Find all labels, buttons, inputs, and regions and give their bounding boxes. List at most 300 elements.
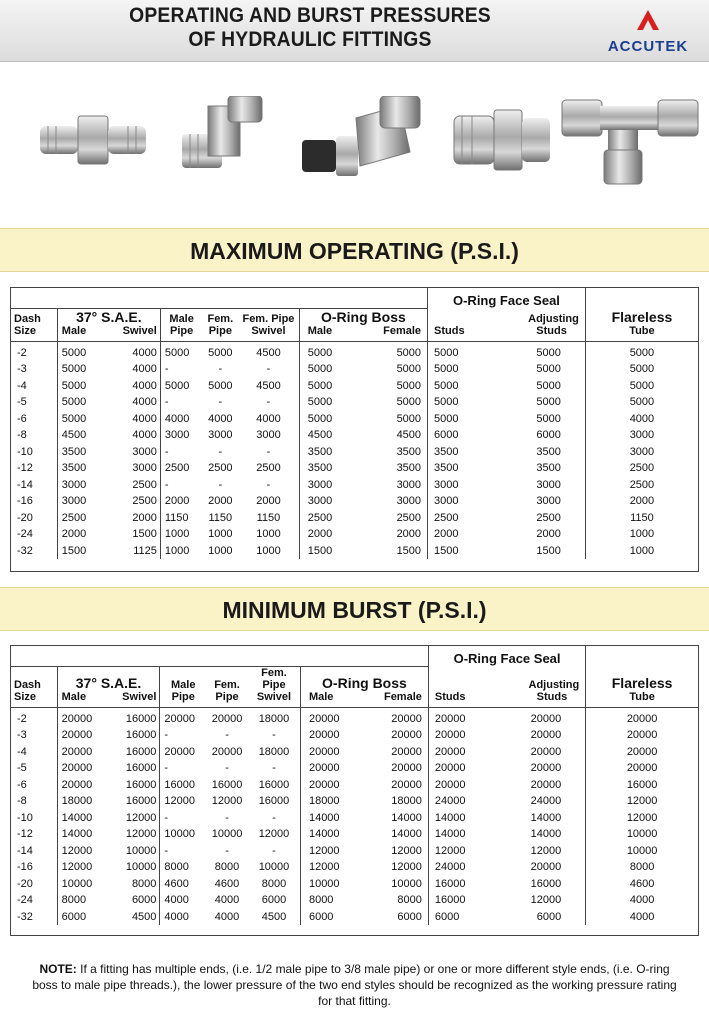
cell-face-seal-adjusting-studs: 20000 — [530, 861, 562, 874]
cell-flareless-tube: 5000 — [585, 342, 698, 362]
male-pipe-header-top: Male — [160, 308, 202, 325]
cell-oring-boss-female: 3500 — [396, 462, 422, 475]
cell-oring-boss-male: 14000 — [300, 810, 357, 827]
cell-fem-pipe: - — [218, 478, 223, 491]
sae-male-header: Male — [57, 325, 101, 342]
cell-oring-boss-female: 14000 — [391, 811, 422, 824]
burst-banner: MINIMUM BURST (P.S.I.) — [0, 587, 709, 631]
tee-fitting — [560, 92, 700, 188]
cell-male-pipe: - — [160, 760, 206, 777]
cell-male-pipe: 5000 — [160, 378, 202, 395]
cell-oring-boss-male: 20000 — [300, 708, 357, 728]
cell-face-seal-studs: 3000 — [428, 493, 487, 510]
cell-face-seal-adjusting-studs: 5000 — [536, 379, 561, 392]
table-row — [11, 708, 698, 728]
cell-fem-pipe: 1000 — [208, 544, 233, 557]
adjusting-header: Adjusting — [528, 312, 579, 325]
table-row — [11, 510, 698, 527]
male-elbow-fitting — [178, 96, 268, 176]
cell-flareless-tube: 2500 — [585, 460, 698, 477]
oring-boss-female-header: Female — [356, 325, 428, 342]
cell-face-seal-adjusting-studs: 3500 — [536, 462, 561, 475]
cell-fem-pipe-swivel: - — [272, 729, 276, 742]
title-line-1: OPERATING AND BURST PRESSURES — [129, 4, 491, 27]
table-row — [11, 460, 698, 477]
cell-fem-pipe-swivel: - — [266, 445, 271, 458]
cell-dash-size: -4 — [17, 745, 27, 758]
cell-dash-size: -12 — [17, 828, 33, 841]
table-row — [11, 427, 698, 444]
cell-oring-boss-male: 3000 — [299, 477, 356, 494]
cell-face-seal-studs: 3500 — [428, 460, 487, 477]
cell-face-seal-adjusting-studs: 5000 — [536, 396, 561, 409]
cell-oring-boss-male: 5000 — [299, 361, 356, 378]
cell-sae-male: 3500 — [57, 460, 101, 477]
cell-sae-swivel: 3000 — [132, 445, 157, 458]
table-row — [11, 394, 698, 411]
table-row — [11, 361, 698, 378]
footnote — [30, 961, 679, 1009]
cell-male-pipe: 8000 — [160, 859, 206, 876]
flareless-tube-header: Tube — [586, 691, 698, 708]
cell-oring-boss-male: 18000 — [300, 793, 357, 810]
cell-fem-pipe-swivel: 12000 — [258, 828, 290, 841]
cell-flareless-tube: 1000 — [585, 543, 698, 560]
cell-sae-swivel: 4500 — [131, 910, 157, 923]
cell-sae-male: 20000 — [57, 708, 109, 728]
cell-oring-boss-male: 5000 — [299, 378, 356, 395]
cell-dash-size: -14 — [17, 478, 33, 491]
cell-sae-male: 5000 — [57, 378, 101, 395]
cell-fem-pipe-swivel: - — [266, 363, 271, 376]
cell-fem-pipe-swivel: 10000 — [258, 861, 290, 874]
cell-sae-swivel: 1500 — [132, 528, 157, 541]
cell-sae-swivel: 12000 — [125, 811, 157, 824]
cell-oring-boss-male: 12000 — [300, 859, 357, 876]
cell-oring-boss-female: 20000 — [391, 778, 422, 791]
cell-flareless-tube: 4600 — [586, 876, 698, 893]
cell-oring-boss-female: 1500 — [396, 544, 422, 557]
cell-oring-boss-female: 5000 — [396, 396, 422, 409]
cell-sae-swivel: 16000 — [125, 795, 157, 808]
cell-dash-size: -4 — [17, 379, 27, 392]
table-row — [11, 444, 698, 461]
cell-oring-boss-female: 12000 — [391, 861, 422, 874]
cell-dash-size: -24 — [17, 894, 33, 907]
note-label: NOTE: — [39, 962, 77, 976]
cell-sae-male: 20000 — [57, 727, 109, 744]
cell-sae-swivel: 12000 — [125, 828, 157, 841]
cell-sae-swivel: 2500 — [132, 478, 157, 491]
cell-fem-pipe: - — [225, 729, 229, 742]
cell-sae-swivel: 2000 — [132, 511, 157, 524]
cell-face-seal-studs: 5000 — [428, 378, 487, 395]
cell-face-seal-studs: 20000 — [428, 760, 487, 777]
cell-oring-boss-female: 5000 — [396, 363, 422, 376]
fem-pipe-header: Pipe — [206, 691, 248, 708]
cell-dash-size: -12 — [17, 462, 33, 475]
cell-oring-boss-female: 4500 — [396, 429, 422, 442]
oring-boss-header: O-Ring Boss — [300, 666, 428, 691]
cell-dash-size: -32 — [17, 910, 33, 923]
cell-face-seal-studs: 20000 — [428, 744, 487, 761]
table-row — [11, 843, 698, 860]
cell-fem-pipe-swivel: - — [272, 762, 276, 775]
cell-sae-male: 3000 — [57, 493, 101, 510]
cell-face-seal-studs: 3000 — [428, 477, 487, 494]
table-row — [11, 378, 698, 395]
oring-boss-female-header: Female — [357, 691, 428, 708]
cell-male-pipe: - — [160, 444, 202, 461]
cell-dash-size: -3 — [17, 729, 27, 742]
cell-face-seal-adjusting-studs: 1500 — [536, 544, 561, 557]
cell-oring-boss-female: 14000 — [391, 828, 422, 841]
cell-oring-boss-male: 8000 — [300, 892, 357, 909]
cell-face-seal-adjusting-studs: 12000 — [530, 894, 562, 907]
cell-face-seal-studs: 14000 — [428, 810, 487, 827]
fem-pipe-swivel-header: Swivel — [248, 691, 300, 708]
flareless-header: Flareless — [586, 666, 698, 691]
table-row — [11, 744, 698, 761]
o-ring-boss-elbow-fitting — [300, 96, 430, 180]
cell-fem-pipe-swivel: 6000 — [261, 894, 287, 907]
cell-sae-male: 12000 — [57, 859, 109, 876]
cell-sae-male: 18000 — [57, 793, 109, 810]
cell-oring-boss-male: 4500 — [299, 427, 356, 444]
cell-flareless-tube: 5000 — [585, 378, 698, 395]
cell-fem-pipe: 4000 — [214, 910, 240, 923]
cell-fem-pipe: 2500 — [208, 462, 233, 475]
cell-male-pipe: 4600 — [160, 876, 206, 893]
fem-pipe-header-top: Fem. — [207, 312, 234, 325]
cell-sae-male: 3500 — [57, 444, 101, 461]
cell-fem-pipe: 1000 — [208, 528, 233, 541]
cell-male-pipe: - — [160, 727, 206, 744]
cell-sae-male: 8000 — [57, 892, 109, 909]
oring-boss-male-header: Male — [300, 691, 357, 708]
table-row — [11, 810, 698, 827]
cell-sae-male: 5000 — [57, 342, 101, 362]
cell-oring-boss-female: 5000 — [396, 412, 422, 425]
dash-header: Dash — [14, 312, 41, 325]
table-row — [11, 477, 698, 494]
size-header: Size — [11, 325, 57, 342]
cell-fem-pipe: 10000 — [211, 828, 243, 841]
cell-flareless-tube: 10000 — [586, 826, 698, 843]
cell-sae-swivel: 6000 — [131, 894, 157, 907]
cell-oring-boss-female: 20000 — [391, 762, 422, 775]
cell-dash-size: -3 — [17, 363, 27, 376]
cell-flareless-tube: 4000 — [585, 411, 698, 428]
burst-table — [10, 645, 699, 936]
cell-sae-swivel: 4000 — [132, 363, 157, 376]
cell-dash-size: -16 — [17, 861, 33, 874]
cell-sae-male: 14000 — [57, 810, 109, 827]
cell-face-seal-studs: 2500 — [428, 510, 487, 527]
cell-oring-boss-male: 12000 — [300, 843, 357, 860]
brand-logo — [593, 9, 703, 55]
cell-fem-pipe-swivel: 4500 — [256, 347, 281, 359]
cell-male-pipe: 4000 — [160, 411, 202, 428]
cell-face-seal-adjusting-studs: 20000 — [530, 713, 562, 725]
flareless-header: Flareless — [585, 308, 698, 325]
cell-face-seal-studs: 6000 — [428, 427, 487, 444]
cell-oring-boss-male: 5000 — [299, 411, 356, 428]
cell-fem-pipe-swivel: 1000 — [256, 544, 281, 557]
cell-face-seal-studs: 20000 — [428, 777, 487, 794]
cell-face-seal-adjusting-studs: 2500 — [536, 511, 561, 524]
cell-dash-size: -2 — [17, 347, 27, 359]
cell-male-pipe: 5000 — [160, 342, 202, 362]
cell-face-seal-adjusting-studs: 14000 — [530, 828, 562, 841]
face-seal-adjusting-studs-header: Studs — [487, 691, 586, 708]
cell-oring-boss-male: 20000 — [300, 744, 357, 761]
cell-sae-male: 12000 — [57, 843, 109, 860]
cell-male-pipe: 2500 — [160, 460, 202, 477]
cell-oring-boss-male: 20000 — [300, 727, 357, 744]
cell-fem-pipe-swivel: 18000 — [258, 745, 290, 758]
cell-sae-swivel: 16000 — [125, 729, 157, 742]
cell-oring-boss-male: 5000 — [299, 394, 356, 411]
cell-face-seal-studs: 12000 — [428, 843, 487, 860]
cell-fem-pipe: 16000 — [211, 778, 243, 791]
sae-header: 37° S.A.E. — [57, 308, 160, 325]
cell-flareless-tube: 20000 — [586, 744, 698, 761]
cell-dash-size: -10 — [17, 811, 33, 824]
cell-flareless-tube: 12000 — [586, 810, 698, 827]
cell-sae-male: 2000 — [57, 526, 101, 543]
face-seal-header: O-Ring Face Seal — [428, 646, 585, 666]
cell-dash-size: -24 — [17, 528, 33, 541]
cell-flareless-tube: 4000 — [586, 909, 698, 926]
cell-oring-boss-female: 3000 — [396, 495, 422, 508]
cell-sae-swivel: 4000 — [132, 412, 157, 425]
fittings-photo-strip — [0, 70, 709, 210]
oring-boss-male-header: Male — [299, 325, 356, 342]
table-row — [11, 493, 698, 510]
title-line-2: OF HYDRAULIC FITTINGS — [188, 28, 432, 51]
cell-oring-boss-male: 14000 — [300, 826, 357, 843]
cell-dash-size: -5 — [17, 396, 27, 409]
cell-oring-boss-female: 3000 — [396, 478, 422, 491]
cell-oring-boss-female: 5000 — [396, 347, 422, 359]
table-row — [11, 760, 698, 777]
cell-male-pipe: 1150 — [160, 510, 202, 527]
cell-sae-swivel: 10000 — [125, 861, 157, 874]
cell-fem-pipe-swivel: - — [266, 396, 271, 409]
cell-sae-male: 6000 — [57, 909, 109, 926]
cell-fem-pipe: - — [225, 811, 229, 824]
cell-flareless-tube: 2500 — [585, 477, 698, 494]
cell-fem-pipe-swivel: 16000 — [258, 778, 290, 791]
cell-oring-boss-female: 20000 — [391, 745, 422, 758]
cell-male-pipe: 20000 — [160, 744, 206, 761]
cell-fem-pipe-swivel: 16000 — [258, 795, 290, 808]
cell-flareless-tube: 4000 — [586, 892, 698, 909]
cell-flareless-tube: 16000 — [586, 777, 698, 794]
cell-face-seal-studs: 20000 — [428, 727, 487, 744]
cell-oring-boss-female: 2500 — [396, 511, 422, 524]
cell-oring-boss-male: 6000 — [300, 909, 357, 926]
cell-sae-male: 20000 — [57, 777, 109, 794]
cell-dash-size: -6 — [17, 778, 27, 791]
cell-sae-male: 20000 — [57, 744, 109, 761]
cell-flareless-tube: 20000 — [586, 708, 698, 728]
cell-male-pipe: 1000 — [160, 526, 202, 543]
cell-fem-pipe-swivel: 18000 — [258, 713, 290, 725]
cell-fem-pipe: - — [225, 762, 229, 775]
cell-dash-size: -20 — [17, 511, 33, 524]
cell-sae-swivel: 16000 — [125, 778, 157, 791]
cell-fem-pipe: - — [218, 363, 223, 376]
cell-sae-swivel: 2500 — [132, 495, 157, 508]
cell-oring-boss-male: 10000 — [300, 876, 357, 893]
table-row — [11, 777, 698, 794]
cell-dash-size: -16 — [17, 495, 33, 508]
cell-male-pipe: 12000 — [160, 793, 206, 810]
cell-fem-pipe-swivel: 4500 — [256, 379, 281, 392]
cell-fem-pipe-swivel: 3000 — [256, 429, 281, 442]
cell-male-pipe: - — [160, 810, 206, 827]
fem-pipe-swivel-header-top: Fem. Pipe — [261, 666, 287, 691]
cell-face-seal-adjusting-studs: 12000 — [530, 844, 562, 857]
fem-pipe-swivel-header-top: Fem. Pipe — [242, 312, 295, 325]
face-seal-adjusting-studs-header: Studs — [486, 325, 585, 342]
cell-fem-pipe: 2000 — [208, 495, 233, 508]
table-row — [11, 411, 698, 428]
cell-oring-boss-female: 3500 — [396, 445, 422, 458]
male-pipe-header: Pipe — [160, 691, 206, 708]
cell-fem-pipe: 5000 — [208, 347, 233, 359]
cell-sae-swivel: 4000 — [132, 379, 157, 392]
cell-fem-pipe: 12000 — [211, 795, 243, 808]
cell-sae-swivel: 4000 — [132, 396, 157, 409]
cell-flareless-tube: 5000 — [585, 394, 698, 411]
cell-sae-male: 5000 — [57, 361, 101, 378]
cell-dash-size: -32 — [17, 544, 33, 557]
cell-sae-male: 3000 — [57, 477, 101, 494]
cell-fem-pipe-swivel: 1000 — [256, 528, 281, 541]
table-row — [11, 826, 698, 843]
cell-sae-swivel: 4000 — [132, 429, 157, 442]
sae-swivel-header: Swivel — [101, 325, 160, 342]
cell-male-pipe: 3000 — [160, 427, 202, 444]
cell-oring-boss-male: 3500 — [299, 444, 356, 461]
cell-face-seal-studs: 5000 — [428, 394, 487, 411]
cell-face-seal-adjusting-studs: 20000 — [530, 762, 562, 775]
cell-face-seal-adjusting-studs: 3000 — [536, 495, 561, 508]
cell-sae-swivel: 4000 — [132, 347, 157, 359]
cell-sae-male: 5000 — [57, 394, 101, 411]
cell-sae-swivel: 16000 — [125, 762, 157, 775]
cell-oring-boss-male: 2500 — [299, 510, 356, 527]
cell-face-seal-adjusting-studs: 5000 — [536, 347, 561, 359]
cell-sae-male: 20000 — [57, 760, 109, 777]
cell-male-pipe: 20000 — [160, 708, 206, 728]
oring-boss-header: O-Ring Boss — [299, 308, 427, 325]
male-pipe-header: Pipe — [160, 325, 202, 342]
size-header: Size — [11, 691, 57, 708]
fem-pipe-swivel-header: Swivel — [238, 325, 299, 342]
cell-flareless-tube: 1000 — [585, 526, 698, 543]
cell-face-seal-adjusting-studs: 20000 — [530, 778, 562, 791]
cell-fem-pipe: 4000 — [214, 894, 240, 907]
cell-oring-boss-male: 3000 — [299, 493, 356, 510]
cell-flareless-tube: 2000 — [585, 493, 698, 510]
cell-oring-boss-female: 2000 — [396, 528, 422, 541]
cell-face-seal-adjusting-studs: 3000 — [536, 478, 561, 491]
cell-face-seal-studs: 16000 — [428, 892, 487, 909]
cell-face-seal-studs: 3500 — [428, 444, 487, 461]
cell-fem-pipe: 1150 — [208, 511, 233, 524]
cell-fem-pipe-swivel: 1150 — [256, 511, 281, 524]
cell-face-seal-studs: 16000 — [428, 876, 487, 893]
cell-dash-size: -8 — [17, 429, 27, 442]
cell-oring-boss-female: 20000 — [391, 713, 422, 725]
note-text: If a fitting has multiple ends, (i.e. 1/2 male pipe to 3/8 male pipe) or one or more different style ends, (i.e. O-ring boss to male pipe threads.), the lower pressure of the two end styles should be recognized as the working pressure rating for that fitting. — [32, 962, 677, 1008]
cell-face-seal-studs: 1500 — [428, 543, 487, 560]
cell-flareless-tube: 3000 — [585, 444, 698, 461]
cell-sae-male: 1500 — [57, 543, 101, 560]
sae-swivel-header: Swivel — [110, 691, 160, 708]
cell-face-seal-adjusting-studs: 6000 — [536, 910, 562, 923]
cell-fem-pipe-swivel: - — [272, 844, 276, 857]
cell-dash-size: -6 — [17, 412, 27, 425]
cell-fem-pipe: - — [218, 445, 223, 458]
cell-fem-pipe: 8000 — [214, 861, 240, 874]
cell-sae-male: 14000 — [57, 826, 109, 843]
cell-sae-swivel: 16000 — [125, 745, 157, 758]
cell-face-seal-studs: 2000 — [428, 526, 487, 543]
table-row — [11, 793, 698, 810]
cell-sae-swivel: 1125 — [133, 544, 157, 557]
cell-male-pipe: 10000 — [160, 826, 206, 843]
cell-fem-pipe-swivel: 2000 — [256, 495, 281, 508]
cell-face-seal-adjusting-studs: 14000 — [530, 811, 562, 824]
cell-face-seal-studs: 6000 — [428, 909, 487, 926]
face-seal-studs-header: Studs — [428, 691, 487, 708]
cell-fem-pipe: - — [218, 396, 223, 409]
cell-fem-pipe: - — [225, 844, 229, 857]
cell-male-pipe: 16000 — [160, 777, 206, 794]
cell-dash-size: -14 — [17, 844, 33, 857]
cell-flareless-tube: 1150 — [585, 510, 698, 527]
cell-face-seal-adjusting-studs: 20000 — [530, 745, 562, 758]
cell-face-seal-studs: 14000 — [428, 826, 487, 843]
cell-dash-size: -5 — [17, 762, 27, 775]
cell-oring-boss-female: 8000 — [397, 894, 422, 907]
cell-fem-pipe: 5000 — [208, 379, 233, 392]
cell-flareless-tube: 3000 — [585, 427, 698, 444]
adapter-fitting — [452, 108, 552, 172]
cell-oring-boss-male: 5000 — [299, 342, 356, 362]
cell-flareless-tube: 20000 — [586, 760, 698, 777]
face-seal-header: O-Ring Face Seal — [428, 288, 586, 308]
cell-sae-male: 10000 — [57, 876, 109, 893]
cell-oring-boss-female: 5000 — [396, 379, 422, 392]
table-row — [11, 526, 698, 543]
cell-fem-pipe: 4000 — [208, 412, 233, 425]
cell-fem-pipe-swivel: - — [266, 478, 271, 491]
cell-fem-pipe-swivel: 8000 — [261, 877, 287, 890]
operating-banner: MAXIMUM OPERATING (P.S.I.) — [0, 228, 709, 272]
cell-face-seal-adjusting-studs: 2000 — [536, 528, 561, 541]
cell-male-pipe: 4000 — [160, 892, 206, 909]
table-row — [11, 892, 698, 909]
table-row — [11, 727, 698, 744]
cell-male-pipe: - — [160, 394, 202, 411]
cell-fem-pipe: 3000 — [208, 429, 233, 442]
